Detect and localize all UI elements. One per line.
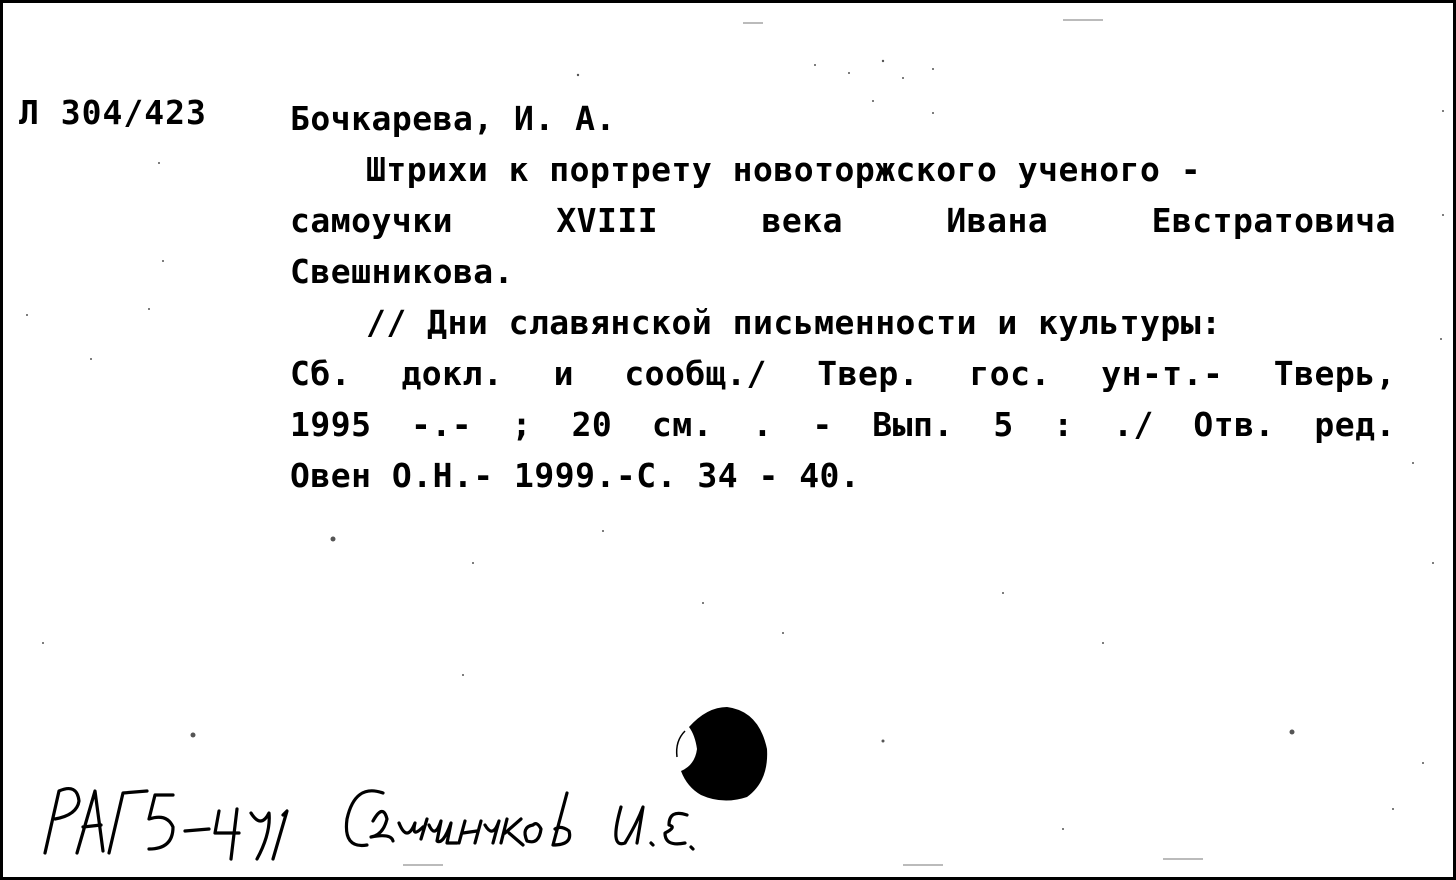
source-line-4: Овен О.Н.- 1999.-С. 34 - 40.: [290, 456, 861, 495]
word: .: [752, 405, 773, 444]
word: -.-: [411, 405, 473, 444]
author-line: Бочкарева, И. А.: [290, 99, 616, 138]
word: ./: [1113, 405, 1154, 444]
word: ;: [511, 405, 533, 444]
word: Твер.: [817, 354, 920, 393]
word: ред.: [1314, 405, 1396, 444]
source-line-2: [290, 348, 1396, 399]
word: 5: [993, 405, 1014, 444]
word: Сб.: [290, 354, 352, 393]
word: -: [812, 405, 833, 444]
word: 20: [571, 405, 613, 444]
bibliographic-entry: [290, 93, 1396, 501]
word: Ивана: [946, 201, 1049, 240]
word: Евстратовича: [1151, 201, 1396, 240]
word: 1995: [290, 405, 372, 444]
source-line-3: [290, 399, 1396, 450]
word: сообщ./: [624, 354, 767, 393]
word: Отв.: [1193, 405, 1275, 444]
word: Вып.: [872, 405, 954, 444]
word: см.: [651, 405, 713, 444]
title-line-3: Свешникова.: [290, 252, 515, 291]
shelf-mark: Л 304/423: [19, 93, 207, 132]
word: Тверь,: [1273, 354, 1396, 393]
word: :: [1053, 405, 1074, 444]
word: ун-т.-: [1101, 354, 1224, 393]
word: века: [761, 201, 843, 240]
word: самоучки: [290, 201, 453, 240]
word: докл.: [401, 354, 504, 393]
title-line-2: [290, 195, 1396, 246]
title-line-1: Штрихи к портрету новоторжского ученого -: [366, 150, 1202, 189]
source-line-1: // Дни славянской письменности и культуры:: [366, 303, 1222, 342]
word: и: [553, 354, 574, 393]
word: XVIII: [556, 201, 659, 240]
handwritten-note: [37, 763, 737, 863]
word: гос.: [969, 354, 1051, 393]
punch-hole: [667, 701, 771, 805]
